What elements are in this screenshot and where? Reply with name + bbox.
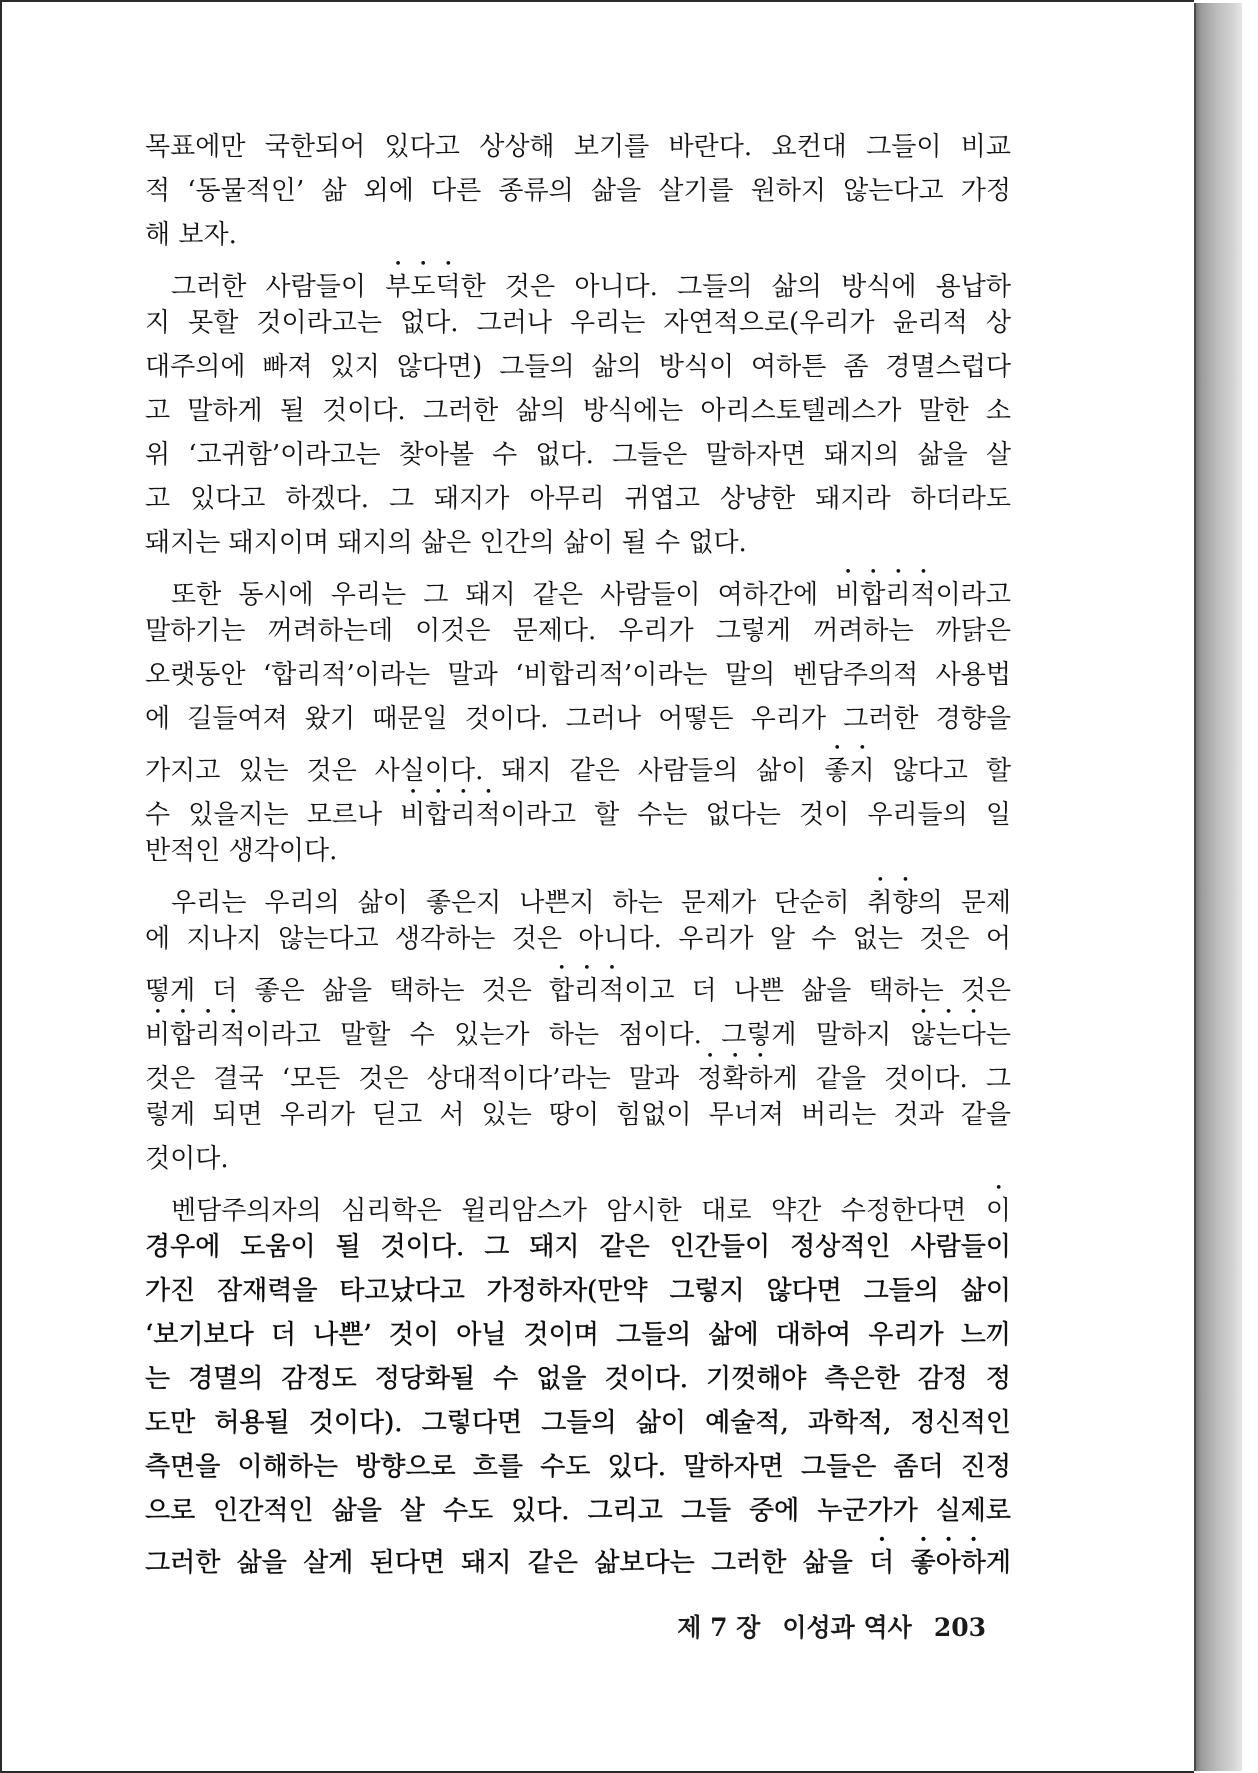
text-segment: 이고 더 나쁜 삶을 택하는 것은 xyxy=(624,976,1011,1006)
text-line xyxy=(145,1225,1011,1269)
text-segment: 측면을 이해하는 방향으로 흐를 수도 있다. 말하자면 그들은 좀더 진정 xyxy=(145,1452,1011,1482)
text-line xyxy=(145,169,1011,213)
text-line xyxy=(145,1181,1011,1225)
text-segment: 대주의에 빠져 있지 않다면) 그들의 삶의 방식이 여하튼 좀 경멸스럽다 xyxy=(145,352,1011,382)
text-segment: 가진 잠재력을 타고났다고 가정하자(만약 그렇지 않다면 그들의 삶이 xyxy=(145,1276,1011,1306)
text-segment: 것이다. xyxy=(145,1144,229,1174)
text-segment: 위 ‘고귀함’이라고는 찾아볼 수 없다. 그들은 말하자면 돼지의 삶을 살 xyxy=(145,440,1011,470)
text-segment: 수 있을지는 모르나 xyxy=(145,800,401,830)
text-line xyxy=(145,741,1011,785)
paragraph xyxy=(145,1181,1011,1577)
text-line xyxy=(145,1357,1011,1401)
text-segment: 는 경멸의 감정도 정당화될 수 없을 것이다. 기껏해야 측은한 감정 정 xyxy=(145,1364,1011,1394)
chapter-title: 이성과 역사 xyxy=(782,1613,912,1642)
text-line xyxy=(145,1005,1011,1049)
text-line xyxy=(145,301,1011,345)
text-segment: 지 못할 것이라고는 없다. 그러나 우리는 자연적으로(우리가 윤리적 상 xyxy=(145,308,1011,338)
emphasis-dotted-text: 정확하 xyxy=(697,1064,773,1094)
text-line xyxy=(145,389,1011,433)
text-line xyxy=(145,1445,1011,1489)
emphasis-dotted-text: 비합리적 xyxy=(835,580,936,610)
emphasis-dotted-text: 비합리적 xyxy=(400,800,501,830)
text-segment: 한 것은 아니다. 그들의 삶의 방식에 용납하 xyxy=(460,272,1012,302)
text-segment: 목표에만 국한되어 있다고 상상해 보기를 바란다. 요컨대 그들이 비교 xyxy=(145,132,1011,162)
text-segment: 고 있다고 하겠다. 그 돼지가 아무리 귀엽고 상냥한 돼지라 하더라도 xyxy=(145,484,1011,514)
chapter-number: 제 7 장 xyxy=(677,1613,761,1642)
text-segment: 는 xyxy=(985,1020,1011,1050)
text-segment: 으로 인간적인 삶을 살 수도 있다. 그리고 그들 중에 누군가가 실제로 xyxy=(145,1496,1011,1526)
text-line xyxy=(145,609,1011,653)
text-segment: 우리는 우리의 삶이 좋은지 나쁜지 하는 문제가 단순히 xyxy=(171,888,868,918)
emphasis-dotted-text: 않는다 xyxy=(910,1020,986,1050)
text-line xyxy=(145,697,1011,741)
page-edge-shadow xyxy=(1194,3,1242,1771)
text-line xyxy=(145,433,1011,477)
text-line xyxy=(145,1489,1011,1533)
text-segment: 않다고 할 xyxy=(874,756,1011,786)
text-segment: 렇게 되면 우리가 딛고 서 있는 땅이 힘없이 무너져 버리는 것과 같을 xyxy=(145,1100,1011,1130)
text-line xyxy=(145,477,1011,521)
text-line xyxy=(145,1313,1011,1357)
emphasis-dotted-text: 더 좋아하 xyxy=(869,1548,986,1578)
text-line xyxy=(145,1269,1011,1313)
text-segment: 게 같을 것이다. 그 xyxy=(772,1064,1012,1094)
emphasis-dotted-text: 취향 xyxy=(867,888,918,918)
text-line xyxy=(145,917,1011,961)
emphasis-dotted-text: 이 xyxy=(985,1196,1011,1226)
paragraph xyxy=(145,257,1011,565)
paragraph xyxy=(145,565,1011,873)
text-segment: 가지고 있는 것은 사실이다. 돼지 같은 사람들의 삶이 xyxy=(145,756,825,786)
emphasis-dotted-text: 비합리적 xyxy=(145,1020,246,1050)
text-line xyxy=(145,785,1011,829)
text-segment: 그러한 삶을 살게 된다면 돼지 같은 삶보다는 그러한 삶을 xyxy=(145,1548,870,1578)
text-segment: 또한 동시에 우리는 그 돼지 같은 사람들이 여하간에 xyxy=(171,580,836,610)
text-segment: 에 길들여져 왔기 때문일 것이다. 그러나 어떻든 우리가 그러한 경향을 xyxy=(145,704,1011,734)
text-line xyxy=(145,1137,1011,1181)
text-segment: 말하기는 꺼려하는데 이것은 문제다. 우리가 그렇게 꺼려하는 까닭은 xyxy=(145,616,1011,646)
text-line xyxy=(145,521,1011,565)
text-line xyxy=(145,1093,1011,1137)
text-segment: 게 xyxy=(985,1548,1011,1578)
text-segment: 경우에 도움이 될 것이다. 그 돼지 같은 인간들이 정상적인 사람들이 xyxy=(145,1232,1011,1262)
text-line xyxy=(145,873,1011,917)
text-segment: 것은 결국 ‘모든 것은 상대적이다’라는 말과 xyxy=(145,1064,698,1094)
emphasis-dotted-text: 부도덕 xyxy=(385,272,461,302)
text-segment: 고 말하게 될 것이다. 그러한 삶의 방식에는 아리스토텔레스가 말한 소 xyxy=(145,396,1011,426)
text-segment: 돼지는 돼지이며 돼지의 삶은 인간의 삶이 될 수 없다. xyxy=(145,528,747,558)
text-line xyxy=(145,565,1011,609)
emphasis-dotted-text: 좋지 xyxy=(824,756,875,786)
emphasis-dotted-text: 합리적 xyxy=(548,976,625,1006)
text-line xyxy=(145,829,1011,873)
text-line xyxy=(145,1049,1011,1093)
text-segment: 의 문제 xyxy=(917,888,1011,918)
text-line xyxy=(145,961,1011,1005)
text-segment: 도만 허용될 것이다). 그렇다면 그들의 삶이 예술적, 과학적, 정신적인 xyxy=(145,1408,1011,1438)
text-line xyxy=(145,257,1011,301)
text-segment: 이라고 할 수는 없다는 것이 우리들의 일 xyxy=(500,800,1011,830)
text-segment: 반적인 생각이다. xyxy=(145,836,338,866)
text-segment: 에 지나지 않는다고 생각하는 것은 아니다. 우리가 알 수 없는 것은 어 xyxy=(145,924,1011,954)
text-segment: 해 보자. xyxy=(145,220,237,250)
text-line xyxy=(145,125,1011,169)
text-line xyxy=(145,213,1011,257)
text-line xyxy=(145,653,1011,697)
text-line xyxy=(145,345,1011,389)
text-line xyxy=(145,1401,1011,1445)
text-segment: 벤담주의자의 심리학은 윌리암스가 암시한 대로 약간 수정한다면 xyxy=(171,1196,986,1226)
text-segment: 이라고 말할 수 있는가 하는 점이다. 그렇게 말하지 xyxy=(245,1020,911,1050)
page-number: 203 xyxy=(933,1613,986,1642)
text-segment: 이라고 xyxy=(935,580,1011,610)
text-segment: ‘보기보다 더 나쁜’ 것이 아닐 것이며 그들의 삶에 대하여 우리가 느끼 xyxy=(145,1320,1011,1350)
text-segment: 오랫동안 ‘합리적’이라는 말과 ‘비합리적’이라는 말의 벤담주의적 사용법 xyxy=(145,660,1011,690)
paragraph xyxy=(145,125,1011,257)
text-segment: 떻게 더 좋은 삶을 택하는 것은 xyxy=(145,976,549,1006)
running-footer xyxy=(677,1612,986,1644)
body-text xyxy=(145,125,1011,1577)
paragraph xyxy=(145,873,1011,1181)
text-segment: 그러한 사람들이 xyxy=(171,272,386,302)
text-line xyxy=(145,1533,1011,1577)
text-segment: 적 ‘동물적인’ 삶 외에 다른 종류의 삶을 살기를 원하지 않는다고 가정 xyxy=(145,176,1011,206)
